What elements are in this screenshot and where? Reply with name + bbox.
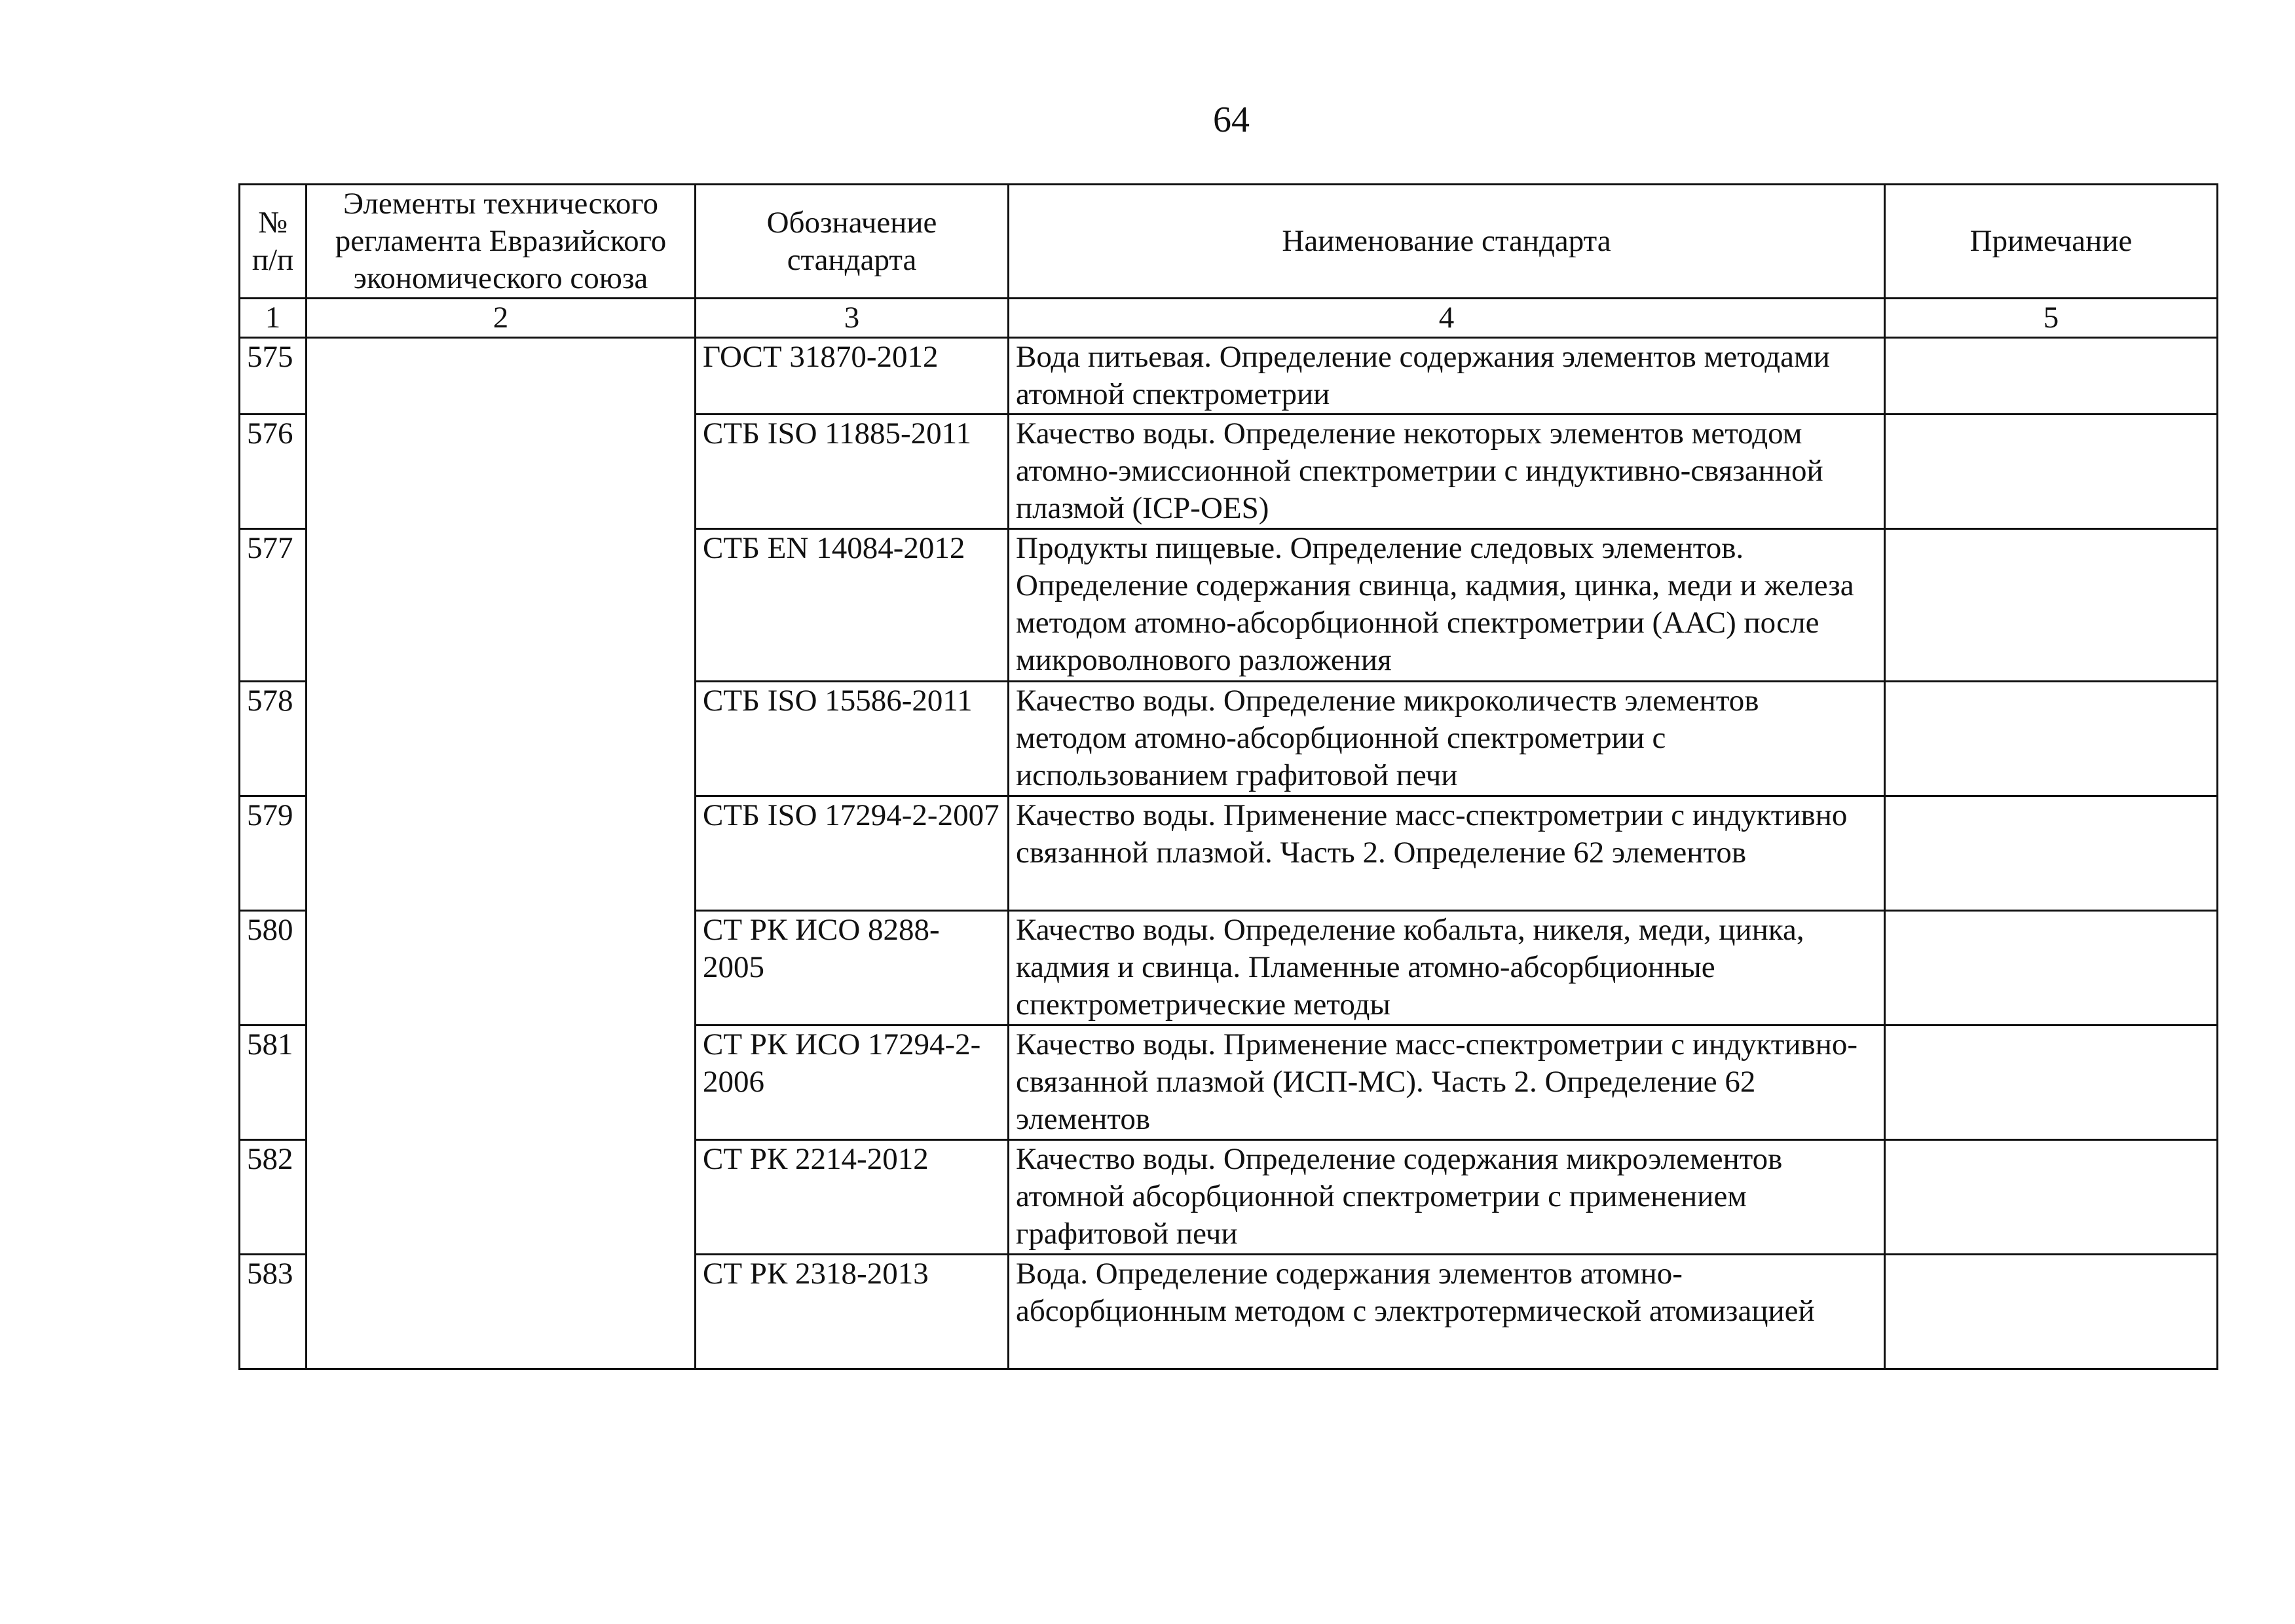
row-number: 578 [240,682,307,796]
standard-note [1885,1255,2218,1369]
row-number: 576 [240,415,307,529]
header-row [240,185,2218,299]
row-number: 580 [240,911,307,1025]
column-number: 3 [696,299,1009,338]
column-number: 1 [240,299,307,338]
header-num: № п/п [240,185,307,299]
standard-name: Качество воды. Применение масс-спектрометрии с индуктивно связанной плазмой. Часть 2. Определение 62 элементов [1009,796,1885,911]
column-number-row [240,299,2218,338]
standard-note [1885,1140,2218,1255]
standard-name: Качество воды. Определение некоторых элементов методом атомно-эмиссионной спектрометрии с индуктивно-связанной плазмой (ICP-OES) [1009,415,1885,529]
row-number: 579 [240,796,307,911]
page-number: 64 [1213,100,1250,140]
standard-designation: СТ РК 2214-2012 [696,1140,1009,1255]
standard-note [1885,1025,2218,1140]
row-number: 577 [240,529,307,682]
column-number: 5 [1885,299,2218,338]
standard-name: Качество воды. Применение масс-спектрометрии с индуктивно-связанной плазмой (ИСП-МС). Часть 2. Определение 62 элементов [1009,1025,1885,1140]
standard-note [1885,529,2218,682]
column-number: 4 [1009,299,1885,338]
row-number: 582 [240,1140,307,1255]
standard-designation: СТ РК ИСО 8288-2005 [696,911,1009,1025]
standard-name: Вода. Определение содержания элементов атомно-абсорбционным методом с электротермической атомизацией [1009,1255,1885,1369]
standard-note [1885,796,2218,911]
standard-designation: СТ РК 2318-2013 [696,1255,1009,1369]
standard-note [1885,682,2218,796]
standard-designation: СТБ ISO 17294-2-2007 [696,796,1009,911]
header-elements: Элементы технического регламента Евразийского экономического союза [307,185,696,299]
header-name: Наименование стандарта [1009,185,1885,299]
row-number: 583 [240,1255,307,1369]
row-number: 575 [240,338,307,415]
standard-designation: ГОСТ 31870-2012 [696,338,1009,415]
standard-name: Качество воды. Определение содержания микроэлементов атомной абсорбционной спектрометрии с применением графитовой печи [1009,1140,1885,1255]
standard-designation: СТ РК ИСО 17294-2-2006 [696,1025,1009,1140]
standard-note [1885,911,2218,1025]
elements-cell [307,338,696,1369]
standard-name: Качество воды. Определение кобальта, никеля, меди, цинка, кадмия и свинца. Пламенные атомно-абсорбционные спектрометрические методы [1009,911,1885,1025]
standard-name: Продукты пищевые. Определение следовых элементов. Определение содержания свинца, кадмия, цинка, меди и железа методом атомно-абсорбционной спектрометрии (ААС) после микроволнового разложения [1009,529,1885,682]
header-note: Примечание [1885,185,2218,299]
standard-name: Качество воды. Определение микроколичеств элементов методом атомно-абсорбционной спектрометрии с использованием графитовой печи [1009,682,1885,796]
standard-designation: СТБ ISO 15586-2011 [696,682,1009,796]
standard-note [1885,338,2218,415]
column-number: 2 [307,299,696,338]
standards-table [238,183,2218,1370]
standard-designation: СТБ ISO 11885-2011 [696,415,1009,529]
standard-designation: СТБ EN 14084-2012 [696,529,1009,682]
row-number: 581 [240,1025,307,1140]
standard-note [1885,415,2218,529]
header-designation: Обозначение стандарта [696,185,1009,299]
standard-name: Вода питьевая. Определение содержания элементов методами атомной спектрометрии [1009,338,1885,415]
table-row [240,338,2218,415]
